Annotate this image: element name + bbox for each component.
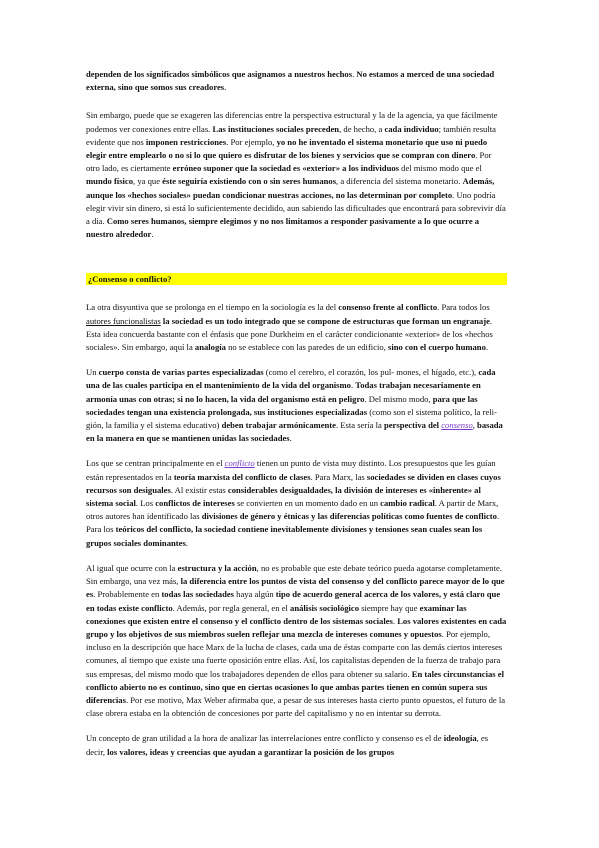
text-bold: Las instituciones sociales preceden [212,123,340,134]
text-run: . [392,615,398,626]
text-run: . Del mismo modo, [364,393,433,404]
text-run: . [151,229,154,240]
text-run: siempre hay que [359,602,420,613]
text-bold: yo no he inventado el sistema monetario que uso ni puedo elegir entre emplearlo o no si lo que quiero es disfrutar de los bienes y servicios que se compran con dinero [86,136,488,161]
text-run: Un [86,367,99,378]
text-run: La otra disyuntiva que se prolonga en el tiempo en la sociología es la del [86,302,339,313]
text-bold: basada en la manera en que se mantienen unidas las sociedades [86,420,503,444]
text-run: . Por ese motivo, Max Weber afirmaba que, a pesar de sus intereses hasta cierto punto opuestos, el futuro de la clase obrera estaba en la obtención de concesiones por parte del capitalismo y no en intentar su derrota. [86,694,506,719]
conflicto-link[interactable]: conflicto [224,458,255,469]
text-run: . Por ejemplo, incluso en la descripción que hace Marx de la lucha de clases, cada una de éstas comparte con las demás ciertos intereses comunes, al tiempo que existe una fuerte oposición entre ellas. Así, los capitalistas dependen de la fuerza de trabajo para sus empresas, del mismo modo que los trabajadores dependen de ellos para obtener su salario. [86,628,503,679]
text-run: Sin embargo, puede que se exageren las diferencias entre la perspectiva estructural y la de la agencia, ya que fácilmente podemos ver conexiones entre ellas. [86,110,498,134]
paragraph-6 [86,732,507,758]
text-run: . Para todos los [437,302,490,313]
text-bold: para que las sociedades tengan una existencia prolongada, sus instituciones especializadas [86,393,478,417]
text-bold: imponen restricciones [145,136,227,147]
text-run: . [289,433,292,444]
text-underline: autores funcionalistas [86,315,161,326]
text-run: (como el cerebro, el corazón, los pul- mones, el hígado, etc.), [263,367,479,378]
text-bold: Los valores existentes en cada grupo y los objetivos de sus miembros suelen reflejar una mezcla de intereses comunes y opuestos [86,615,507,639]
text-run: . Esta sería la [335,420,384,431]
text-run: . Los [135,498,156,509]
text-bold: cada una de las cuales participa en el mantenimiento de la vida del organismo [86,367,496,391]
text-bold: la diferencia entre los puntos de vista del consenso y del conflicto parece mayor de lo que es [86,576,505,600]
text-bold: consenso frente al conflicto [338,302,438,313]
text-run: . Probablemente en [93,589,162,600]
text-bold: éste seguiría existiendo con o sin seres humanos [162,176,337,187]
text-bold: los valores, ideas y creencias que ayudan a garantizar la posición de los grupos [107,746,395,757]
text-run: . Esta idea concuerda bastante con el énfasis que pone Durkheim en el carácter condicionante «exterior» de los «hechos sociales». Sin embargo, aquí la [86,315,493,353]
text-run: no se establece con las paredes de un edificio, [225,342,388,353]
text-bold: erróneo suponer que la sociedad es «exterior» a los individuos [172,163,400,174]
text-bold: análisis sociológico [290,602,360,613]
text-run: , ya que [133,176,163,187]
text-bold: teoría marxista del conflicto de clases [173,471,311,482]
text-bold: la sociedad es un todo integrado que se compone de estructuras que forman un engranaje [162,315,490,326]
text-run: . Para los [86,511,500,535]
text-run: . Además, por regla general, en el [172,602,291,613]
text-run: se convierten en un momento dado en un [234,498,381,509]
text-bold: tipo de acuerdo general acerca de los valores, y está claro que en todas existe conflicto [86,589,501,613]
text-bold: estructura y la acción [177,562,257,573]
text-run: . Para Marx, las [310,471,367,482]
text-run: . [352,69,357,79]
text-run: ; también resulta evidente que nos [86,123,496,147]
text-run: del mismo modo que el [399,163,482,174]
paragraph-0 [86,68,507,94]
text-bold: teóricos del conflicto, la sociedad contiene inevitablemente divisiones y tensiones sean cuales sean los grupos sociales dominantes [86,524,483,548]
text-run: . Uno podría elegir vivir sin dinero, si está lo suficientemente decidido, aun sabiendo las dificultades que encontrará para sobrevivir día a día. [86,189,506,227]
text-run: . [485,342,489,353]
text-bold: Además, aunque los «hechos sociales» puedan condicionar nuestras acciones, no las determinan por completo [86,176,495,200]
text-bold: deben trabajar armónicamente [221,420,336,431]
text-run: Un concepto de gran utilidad a la hora de analizar las interrelaciones entre conflicto y consenso es el de [86,733,444,744]
text-bold: En tales circunstancias el conflicto abierto no es continuo, sino que en ciertas ocasiones lo que ambas partes tienen en común supera sus diferencias [86,668,504,705]
text-run: . [185,537,188,548]
text-bold: cuerpo consta de varias partes especializadas [98,367,264,378]
text-bold: examinar las conexiones que existen entre el consenso y el conflicto dentro de los sistemas sociales [86,602,467,626]
paragraph-3 [86,366,507,445]
text-run: . A partir de Marx, otros autores han identificado las [86,498,499,522]
consenso-link[interactable]: consenso [441,420,473,431]
text-bold: perspectiva del [383,420,442,431]
section-heading: ¿Consenso o conflicto? [86,273,507,285]
text-run: , es decir, [86,733,489,757]
text-bold: cada individuo [384,123,439,134]
text-run: Al igual que ocurre con la [86,562,178,573]
text-run: Los que se centran principalmente en el [86,458,225,469]
paragraph-4 [86,457,507,549]
text-run: (como son el sistema político, la reli- gión, la familia y el sistema educativo) [86,406,497,431]
text-run: , a diferencia del sistema monetario. [336,176,463,187]
text-bold: Como seres humanos, siempre elegimos y no nos limitamos a responder pasivamente a lo que ocurre a nuestro alrededor [86,216,480,240]
text-run: , no es probable que este debate teórico pueda agotarse completamente. Sin embargo, una vez más, [86,562,502,587]
text-bold: divisiones de género y étnicas y las diferencias políticas como fuentes de conflicto [201,511,497,522]
text-bold: conflictos de intereses [155,498,235,509]
text-run: . Al existir estas [170,484,228,495]
text-bold: sino con el cuerpo humano [388,342,486,353]
text-run: . [224,82,227,93]
text-bold: ideología [443,733,477,744]
text-bold: No estamos a merced de una sociedad externa, sino que somos sus creadores [86,69,495,93]
text-bold: cambio radical [380,498,435,509]
text-bold: todas las sociedades [161,589,235,600]
text-bold: dependen de los significados simbólicos que asignamos a nuestros hechos [86,69,353,79]
text-bold: considerables desigualdades, la división de intereses es «inherente» al sistema social [86,484,481,509]
text-bold: mundo físico [86,176,134,187]
text-bold: analogía [194,342,226,353]
paragraph-1 [86,109,507,241]
text-run: . Por ejemplo, [226,136,277,147]
text-bold: sociedades se dividen en clases cuyos recursos son desiguales [86,471,501,495]
paragraph-2 [86,301,507,354]
paragraph-5 [86,562,507,720]
text-run: . [350,380,356,391]
text-run: , [472,420,478,431]
text-run: haya algún [234,589,276,600]
text-run: , de hecho, a [339,123,385,134]
text-run: tienen un punto de vista muy distinto. Los presupuestos que les guían están representados en la [86,458,496,482]
text-bold: Todas trabajan necesariamente en armonía unas con otras; si no lo hacen, la vida del organismo está en peligro [86,380,481,404]
text-run: . Por otro lado, es ciertamente [86,150,492,174]
spacer [86,253,507,273]
